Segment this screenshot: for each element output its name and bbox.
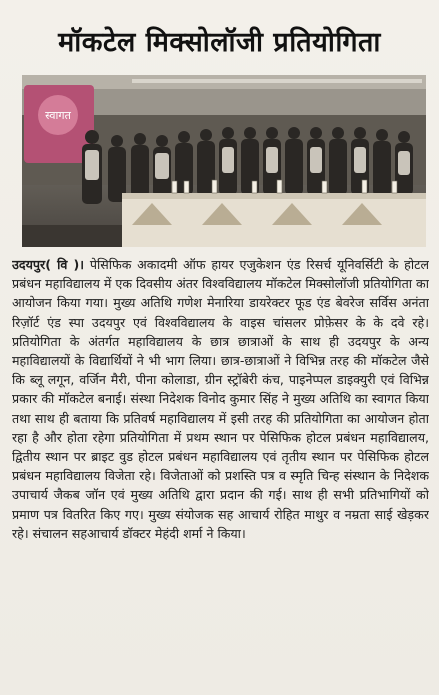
display-table xyxy=(122,193,426,247)
event-photo xyxy=(22,75,426,247)
banner-text: स्वागत xyxy=(45,109,71,122)
article-text: पेसिफिक अकादमी ऑफ हायर एजुकेशन एंड रिसर्च यूनिवर्सिटी के होटल प्रबंधन महाविद्यालय में एक दिवसीय अंतर विश्वविद्यालय मॉकटेल मिक्सोलॉजी प्रतियोगिता का आयोजन किया गया। मुख्य अतिथि गणेश मेनारिया डायरेक्टर फूड एंड बेवरेज सर्विस अनंता रिज़ॉर्ट एंड स्पा उदयपुर एवं विश्वविद्यालय के वाइस चांसलर प्रोफ़ेसर के के दवे रहे। प्रतियोगिता के अंतर्गत महाविद्यालय के छात्र छात्राओं के साथ ही उदयपुर के अन्य महाविद्यालयों के विद्यार्थियों ने भी भाग लिया। छात्र-छात्राओं ने विभिन्न तरह की मॉकटेल जैसे कि ब्लू लगून, वर्जिन मैरी, पीना कोलाडा, ग्रीन स्ट्रॉबेरी कंच, पाइनेप्पल डाइक्युरी एवं विभिन्न प्रकार की मॉकटेल बनाई। संस्था निदेशक विनोद कुमार सिंह ने मुख्य अतिथि का स्वागत किया तथा साथ ही बताया कि प्रतिवर्ष महाविद्यालय में इसी तरह की प्रतियोगिता का आयोजन होता रहा है और होता रहेगा प्रतियोगिता में प्रथम स्थान पर पेसिफिक होटल प्रबंधन महाविद्यालय, द्वितीय स्थान पर ब्राइट वुड होटल प्रबंधन महाविद्यालय एवं तृतीय स्थान पर पेसिफिक होटल प्रबंधन महाविद्यालय विजेता रहे। विजेताओं को प्रशस्ति पत्र व स्मृति चिन्ह संस्थान के निदेशक उपाचार्य जैकब जॉन एवं मुख्य अतिथि द्वारा प्रदान की गई। साथ ही सभी प्रतिभागियों को प्रमाण पत्र वितरित किए गए। मुख्य संयोजक सह आचार्य रोहित माथुर व नम्रता साई खेड़कर रहे। संचालन सहआचार्य डॉक्टर मेहंदी शर्मा ने किया। xyxy=(12,257,429,541)
article-body xyxy=(12,255,429,687)
dateline: उदयपुर( वि )। xyxy=(12,257,85,272)
headline: मॉकटेल मिक्सोलॉजी प्रतियोगिता xyxy=(58,26,381,58)
